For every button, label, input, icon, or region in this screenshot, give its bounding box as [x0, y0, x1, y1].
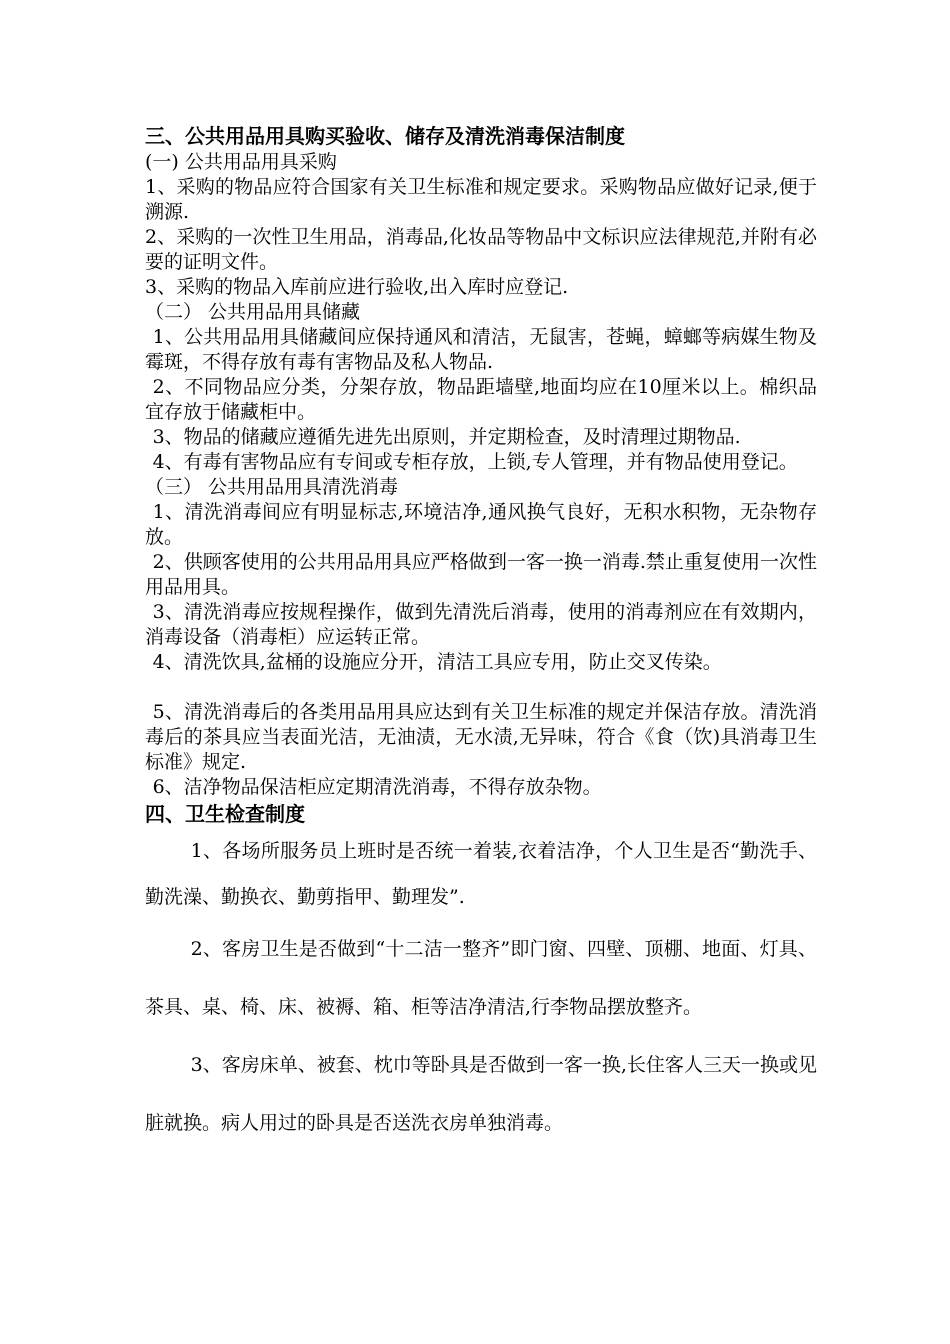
section-3-part-1-heading: (一) 公共用品用具采购	[145, 151, 337, 173]
paragraph: 3、物品的储藏应遵循先进先出原则，并定期检查，及时清理过期物品.	[152, 426, 741, 448]
paragraph: 2、采购的一次性卫生用品，消毒品,化妆品等物品中文标识应法律规范,并附有必要的证明文件。	[145, 226, 817, 273]
paragraph: 2、不同物品应分类，分架存放，物品距墙壁,地面均应在10厘米以上。棉织品宜存放于储藏柜中。	[145, 376, 817, 423]
paragraph: 1、各场所服务员上班时是否统一着装,衣着洁净，个人卫生是否“勤洗手、勤洗澡、勤换衣、勤剪指甲、勤理发”.	[145, 840, 817, 908]
paragraph: 6、洁净物品保洁柜应定期清洗消毒，不得存放杂物。	[152, 776, 602, 798]
paragraph: 1、采购的物品应符合国家有关卫生标准和规定要求。采购物品应做好记录,便于溯源.	[145, 176, 817, 223]
section-3-title: 三、公共用品用具购买验收、储存及清洗消毒保洁制度	[145, 124, 625, 148]
paragraph: 4、清洗饮具,盆桶的设施应分开，清洁工具应专用，防止交叉传染。	[152, 651, 722, 673]
paragraph: 2、客房卫生是否做到“十二洁一整齐”即门窗、四壁、顶棚、地面、灯具、茶具、桌、椅、床、被褥、箱、柜等洁净清洁,行李物品摆放整齐。	[145, 938, 817, 1018]
paragraph: 3、客房床单、被套、枕巾等卧具是否做到一客一换,长住客人三天一换或见脏就换。病人用过的卧具是否送洗衣房单独消毒。	[145, 1054, 817, 1134]
document-body	[145, 122, 825, 1152]
paragraph: 1、清洗消毒间应有明显标志,环境洁净,通风换气良好，无积水积物，无杂物存放。	[145, 501, 817, 548]
paragraph: 3、清洗消毒应按规程操作，做到先清洗后消毒，使用的消毒剂应在有效期内，消毒设备（消毒柜）应运转正常。	[145, 601, 817, 648]
paragraph: 5、清洗消毒后的各类用品用具应达到有关卫生标准的规定并保洁存放。清洗消毒后的茶具应当表面光洁，无油渍，无水渍,无异味，符合《食（饮)具消毒卫生标准》规定.	[145, 701, 817, 773]
paragraph: 4、有毒有害物品应有专间或专柜存放，上锁,专人管理，并有物品使用登记。	[152, 451, 798, 473]
paragraph: 3、采购的物品入库前应进行验收,出入库时应登记.	[145, 276, 569, 298]
section-3-part-3-heading: （三） 公共用品用具清洗消毒	[145, 476, 399, 498]
section-3-part-2-heading: （二） 公共用品用具储藏	[145, 301, 361, 323]
section-4-title: 四、卫生检查制度	[145, 802, 305, 826]
paragraph: 2、供顾客使用的公共用品用具应严格做到一客一换一消毒.禁止重复使用一次性用品用具。	[145, 551, 817, 598]
blank-line	[145, 675, 825, 700]
paragraph: 1、公共用品用具储藏间应保持通风和清洁，无鼠害，苍蝇，蟑螂等病媒生物及霉斑，不得存放有毒有害物品及私人物品.	[145, 326, 817, 373]
